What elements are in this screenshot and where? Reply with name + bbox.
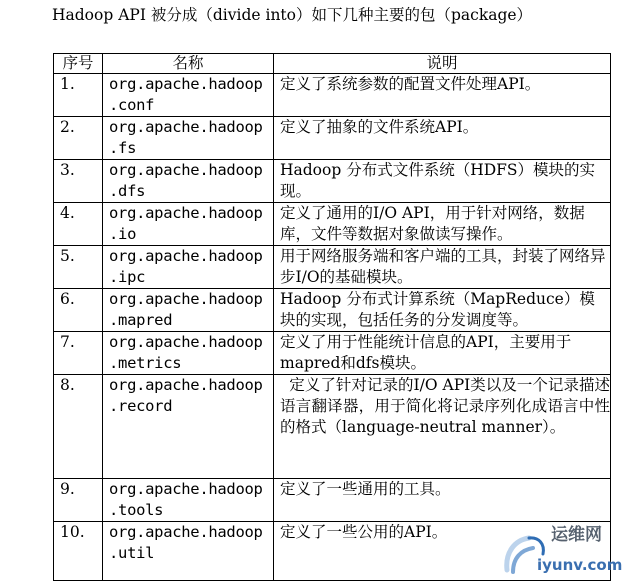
package-name-line2: .fs xyxy=(109,139,137,157)
package-name-line2: .io xyxy=(109,225,137,243)
package-name-line1: org.apache.hadoop xyxy=(109,333,263,351)
table-row xyxy=(54,117,611,160)
row-description: 定义了用于性能统计信息的API，主要用于mapred和dfs模块。 xyxy=(274,332,611,375)
page-caption: Hadoop API 被分成（divide into）如下几种主要的包（package） xyxy=(52,6,533,24)
header-num: 序号 xyxy=(54,54,103,74)
package-name-line1: org.apache.hadoop xyxy=(109,523,263,541)
package-name-line1: org.apache.hadoop xyxy=(109,480,263,498)
row-num: 6. xyxy=(54,289,103,332)
watermark-url: iyunv.com xyxy=(537,556,622,574)
row-package xyxy=(103,332,274,375)
row-package xyxy=(103,246,274,289)
package-name-line2: .record xyxy=(109,397,173,415)
package-name-line1: org.apache.hadoop xyxy=(109,290,263,308)
row-num: 8. xyxy=(54,375,103,479)
table-row xyxy=(54,289,611,332)
table-row xyxy=(54,203,611,246)
package-name-line2: .mapred xyxy=(109,311,173,329)
package-name-line2: .ipc xyxy=(109,268,146,286)
package-name-line1: org.apache.hadoop xyxy=(109,75,263,93)
row-num: 9. xyxy=(54,479,103,522)
row-description: 定义了一些公用的API。 xyxy=(274,522,611,581)
row-description: 用于网络服务端和客户端的工具，封装了网络异步I/O的基础模块。 xyxy=(274,246,611,289)
package-name-line1: org.apache.hadoop xyxy=(109,376,263,394)
package-name-line1: org.apache.hadoop xyxy=(109,204,263,222)
row-num: 2. xyxy=(54,117,103,160)
package-name-line2: .dfs xyxy=(109,182,146,200)
row-package xyxy=(103,289,274,332)
row-num: 4. xyxy=(54,203,103,246)
row-num: 10. xyxy=(54,522,103,581)
package-name-line2: .tools xyxy=(109,501,164,519)
package-name-line1: org.apache.hadoop xyxy=(109,247,263,265)
package-name-line1: org.apache.hadoop xyxy=(109,161,263,179)
header-name: 名称 xyxy=(103,54,274,74)
row-description: 定义了系统参数的配置文件处理API。 xyxy=(274,74,611,117)
row-description: 定义了抽象的文件系统API。 xyxy=(274,117,611,160)
row-description: Hadoop 分布式计算系统（MapReduce）模块的实现，包括任务的分发调度等。 xyxy=(274,289,611,332)
row-package xyxy=(103,160,274,203)
row-description: 定义了通用的I/O API，用于针对网络，数据库，文件等数据对象做读写操作。 xyxy=(274,203,611,246)
table-row xyxy=(54,246,611,289)
row-num: 7. xyxy=(54,332,103,375)
package-name-line2: .conf xyxy=(109,96,155,114)
package-name-line2: .metrics xyxy=(109,354,182,372)
package-name-line1: org.apache.hadoop xyxy=(109,118,263,136)
row-num: 3. xyxy=(54,160,103,203)
row-package xyxy=(103,203,274,246)
table-row xyxy=(54,74,611,117)
row-package xyxy=(103,74,274,117)
table-row xyxy=(54,375,611,479)
site-watermark xyxy=(495,516,622,580)
table-header-row xyxy=(54,54,611,74)
row-package xyxy=(103,375,274,479)
header-desc: 说明 xyxy=(274,54,611,74)
row-description: 定义了针对记录的I/O API类以及一个记录描述语言翻译器，用于简化将记录序列化成语言中性的格式（language-neutral manner）。 xyxy=(274,375,611,479)
table-row xyxy=(54,332,611,375)
row-num: 1. xyxy=(54,74,103,117)
row-package xyxy=(103,522,274,581)
row-num: 5. xyxy=(54,246,103,289)
package-name-line2: .util xyxy=(109,544,155,562)
watermark-title: 运维网 xyxy=(551,525,602,545)
row-package xyxy=(103,479,274,522)
package-table xyxy=(53,53,611,581)
row-description: Hadoop 分布式文件系统（HDFS）模块的实现。 xyxy=(274,160,611,203)
table-row xyxy=(54,160,611,203)
row-package xyxy=(103,117,274,160)
row-description: 定义了一些通用的工具。 xyxy=(274,479,611,522)
